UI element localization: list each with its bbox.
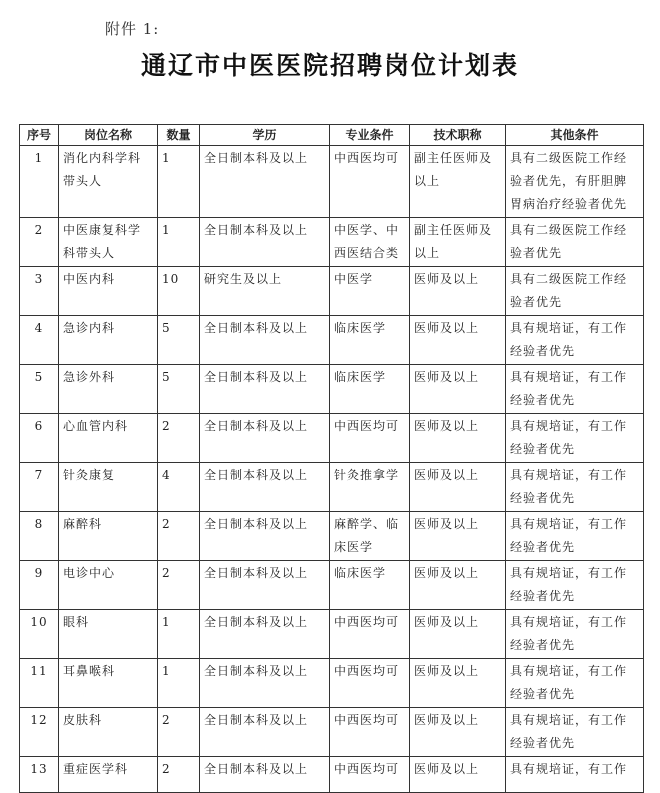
cell-title: 医师及以上 <box>410 365 506 414</box>
cell-title: 副主任医师及以上 <box>410 218 506 267</box>
cell-major: 中西医均可 <box>330 708 410 757</box>
cell-major: 中西医均可 <box>330 757 410 793</box>
cell-no: 13 <box>20 757 59 793</box>
cell-no: 11 <box>20 659 59 708</box>
cell-count: 2 <box>158 414 200 463</box>
cell-no: 3 <box>20 267 59 316</box>
table-row <box>20 561 644 610</box>
cell-other: 具有规培证，有工作经验者优先 <box>506 708 644 757</box>
page-title: 通辽市中医医院招聘岗位计划表 <box>140 51 519 80</box>
cell-education: 全日制本科及以上 <box>200 708 330 757</box>
cell-position: 耳鼻喉科 <box>59 659 158 708</box>
cell-no: 8 <box>20 512 59 561</box>
table-row <box>20 414 644 463</box>
table-row <box>20 463 644 512</box>
header-other: 其他条件 <box>506 125 644 146</box>
cell-education: 全日制本科及以上 <box>200 610 330 659</box>
cell-education: 研究生及以上 <box>200 267 330 316</box>
table-row <box>20 146 644 218</box>
cell-no: 1 <box>20 146 59 218</box>
cell-other: 具有规培证，有工作经验者优先 <box>506 659 644 708</box>
cell-education: 全日制本科及以上 <box>200 512 330 561</box>
cell-position: 中医康复科学科带头人 <box>59 218 158 267</box>
table-row <box>20 267 644 316</box>
cell-no: 7 <box>20 463 59 512</box>
cell-major: 中西医均可 <box>330 146 410 218</box>
table-row <box>20 316 644 365</box>
cell-major: 中西医均可 <box>330 659 410 708</box>
cell-other: 具有二级医院工作经验者优先，有肝胆脾胃病治疗经验者优先 <box>506 146 644 218</box>
cell-count: 5 <box>158 316 200 365</box>
cell-position: 皮肤科 <box>59 708 158 757</box>
cell-no: 9 <box>20 561 59 610</box>
cell-other: 具有规培证，有工作经验者优先 <box>506 610 644 659</box>
cell-other: 具有规培证，有工作经验者优先 <box>506 512 644 561</box>
cell-title: 医师及以上 <box>410 708 506 757</box>
cell-count: 2 <box>158 757 200 793</box>
cell-count: 1 <box>158 146 200 218</box>
cell-education: 全日制本科及以上 <box>200 218 330 267</box>
cell-major: 麻醉学、临床医学 <box>330 512 410 561</box>
table-row <box>20 218 644 267</box>
cell-title: 医师及以上 <box>410 463 506 512</box>
cell-title: 医师及以上 <box>410 512 506 561</box>
cell-title: 医师及以上 <box>410 267 506 316</box>
header-no: 序号 <box>20 125 59 146</box>
cell-title: 医师及以上 <box>410 316 506 365</box>
table-row <box>20 708 644 757</box>
cell-no: 10 <box>20 610 59 659</box>
cell-education: 全日制本科及以上 <box>200 463 330 512</box>
cell-position: 电诊中心 <box>59 561 158 610</box>
cell-other: 具有规培证，有工作经验者优先 <box>506 561 644 610</box>
cell-other: 具有规培证，有工作经验者优先 <box>506 414 644 463</box>
cell-major: 临床医学 <box>330 316 410 365</box>
cell-position: 麻醉科 <box>59 512 158 561</box>
cell-count: 2 <box>158 512 200 561</box>
cell-major: 针灸推拿学 <box>330 463 410 512</box>
cell-count: 1 <box>158 218 200 267</box>
cell-major: 临床医学 <box>330 561 410 610</box>
cell-count: 2 <box>158 708 200 757</box>
cell-position: 消化内科学科带头人 <box>59 146 158 218</box>
header-education: 学历 <box>200 125 330 146</box>
cell-count: 4 <box>158 463 200 512</box>
cell-major: 中西医均可 <box>330 610 410 659</box>
table-row <box>20 365 644 414</box>
cell-no: 12 <box>20 708 59 757</box>
cell-other: 具有规培证，有工作经验者优先 <box>506 365 644 414</box>
cell-education: 全日制本科及以上 <box>200 316 330 365</box>
table-row <box>20 610 644 659</box>
cell-other: 具有规培证，有工作经验者优先 <box>506 463 644 512</box>
cell-major: 中医学、中西医结合类 <box>330 218 410 267</box>
cell-count: 1 <box>158 659 200 708</box>
cell-no: 2 <box>20 218 59 267</box>
table-header-row <box>20 125 644 146</box>
cell-education: 全日制本科及以上 <box>200 757 330 793</box>
cell-position: 急诊内科 <box>59 316 158 365</box>
cell-education: 全日制本科及以上 <box>200 365 330 414</box>
cell-count: 5 <box>158 365 200 414</box>
recruitment-plan-table <box>19 124 644 793</box>
cell-count: 10 <box>158 267 200 316</box>
cell-no: 4 <box>20 316 59 365</box>
cell-count: 1 <box>158 610 200 659</box>
cell-other: 具有二级医院工作经验者优先 <box>506 218 644 267</box>
cell-no: 6 <box>20 414 59 463</box>
cell-other: 具有规培证，有工作经验者优先 <box>506 316 644 365</box>
cell-education: 全日制本科及以上 <box>200 561 330 610</box>
table-row <box>20 512 644 561</box>
cell-title: 医师及以上 <box>410 561 506 610</box>
cell-position: 眼科 <box>59 610 158 659</box>
cell-major: 中医学 <box>330 267 410 316</box>
cell-no: 5 <box>20 365 59 414</box>
cell-education: 全日制本科及以上 <box>200 414 330 463</box>
table-row <box>20 757 644 793</box>
cell-title: 医师及以上 <box>410 659 506 708</box>
cell-position: 心血管内科 <box>59 414 158 463</box>
cell-education: 全日制本科及以上 <box>200 146 330 218</box>
cell-title: 医师及以上 <box>410 757 506 793</box>
cell-position: 重症医学科 <box>59 757 158 793</box>
cell-major: 临床医学 <box>330 365 410 414</box>
cell-other: 具有规培证，有工作 <box>506 757 644 793</box>
cell-position: 中医内科 <box>59 267 158 316</box>
header-major: 专业条件 <box>330 125 410 146</box>
table-row <box>20 659 644 708</box>
cell-count: 2 <box>158 561 200 610</box>
header-position: 岗位名称 <box>59 125 158 146</box>
attachment-label: 附件 1: <box>105 20 160 38</box>
cell-position: 急诊外科 <box>59 365 158 414</box>
cell-title: 医师及以上 <box>410 414 506 463</box>
header-count: 数量 <box>158 125 200 146</box>
cell-major: 中西医均可 <box>330 414 410 463</box>
cell-title: 副主任医师及以上 <box>410 146 506 218</box>
cell-education: 全日制本科及以上 <box>200 659 330 708</box>
header-title: 技术职称 <box>410 125 506 146</box>
cell-position: 针灸康复 <box>59 463 158 512</box>
cell-other: 具有二级医院工作经验者优先 <box>506 267 644 316</box>
cell-title: 医师及以上 <box>410 610 506 659</box>
